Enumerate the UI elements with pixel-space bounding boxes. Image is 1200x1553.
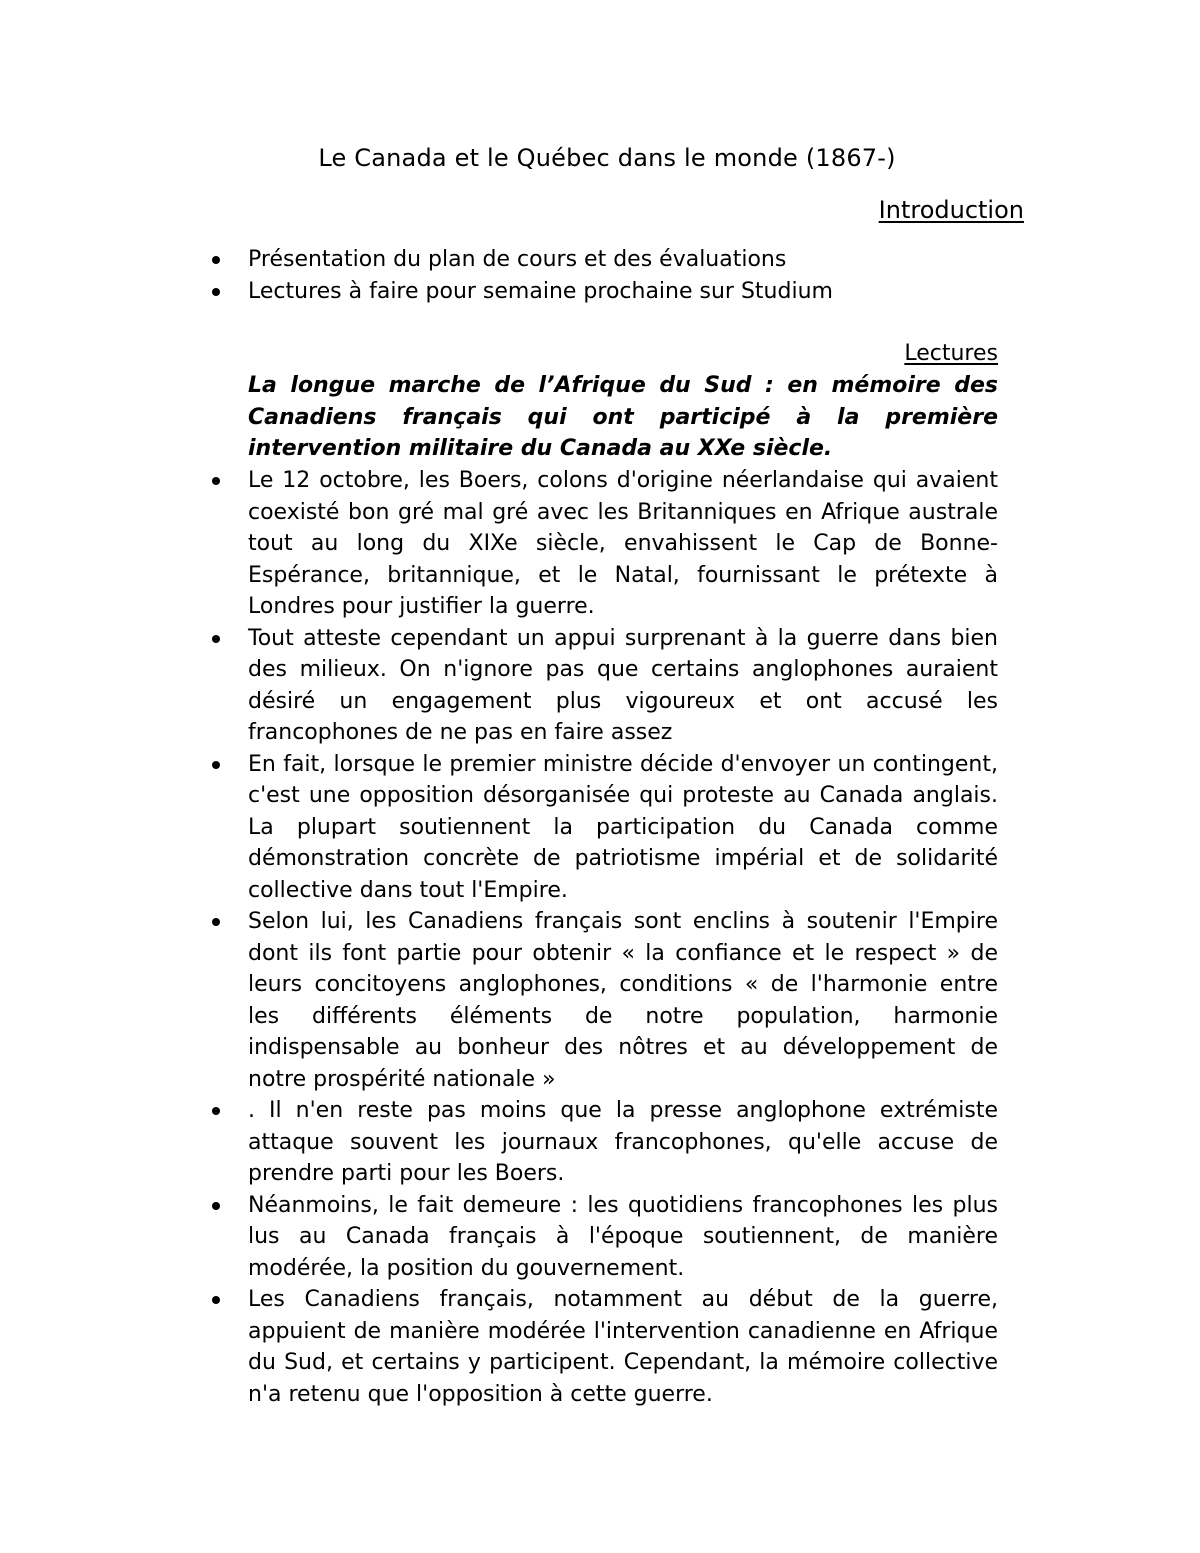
- list-item-text: Le 12 octobre, les Boers, colons d'origine néerlandaise qui avaient coexisté bon gré mal gré avec les Britanniques en Afrique australe tout au long du XIXe siècle, envahissent le Cap de Bonne-Espérance, britannique, et le Natal, fournissant le prétexte à Londres pour justifier la guerre.: [248, 468, 998, 619]
- list-item-text: En fait, lorsque le premier ministre décide d'envoyer un contingent, c'est une opposition désorganisée qui proteste au Canada anglais. La plupart soutiennent la participation du Canada comme démonstration concrète de patriotisme impérial et de solidarité collective dans tout l'Empire.: [248, 751, 998, 903]
- list-item: [210, 1284, 998, 1410]
- lectures-heading: Lectures: [904, 341, 998, 366]
- list-item-text: Les Canadiens français, notamment au début de la guerre, appuient de manière modérée l'intervention canadienne en Afrique du Sud, et certains y participent. Cependant, la mémoire collective n'a retenu que l'opposition à cette guerre.: [248, 1287, 998, 1407]
- bullet-icon: [212, 1202, 220, 1210]
- bullet-icon: [212, 761, 220, 769]
- list-item: [210, 244, 1000, 276]
- bullet-icon: [212, 477, 220, 485]
- page-title: Le Canada et le Québec dans le monde (1867-): [318, 144, 896, 172]
- reading-title: La longue marche de l’Afrique du Sud : en mémoire des Canadiens français qui ont participé à la première intervention militaire du Canada au XXe siècle.: [248, 373, 998, 461]
- list-item-text: Présentation du plan de cours et des évaluations: [248, 247, 787, 272]
- list-item-text: Selon lui, les Canadiens français sont enclins à soutenir l'Empire dont ils font partie pour obtenir « la confiance et le respect » de leurs concitoyens anglophones, conditions « de l'harmonie entre les différents éléments de notre population, harmonie indispensable au bonheur des nôtres et au développement de notre prospérité nationale »: [248, 909, 998, 1092]
- list-item-text: Néanmoins, le fait demeure : les quotidiens francophones les plus lus au Canada français à l'époque soutiennent, de manière modérée, la position du gouvernement.: [248, 1192, 998, 1281]
- list-item: [210, 465, 998, 623]
- bullet-icon: [212, 635, 220, 643]
- list-item: [210, 623, 998, 749]
- reading-notes-list: [210, 465, 998, 1410]
- introduction-list: [210, 244, 1000, 307]
- list-item-text: . Il n'en reste pas moins que la presse anglophone extrémiste attaque souvent les journaux francophones, qu'elle accuse de prendre parti pour les Boers.: [248, 1098, 998, 1186]
- introduction-heading: Introduction: [878, 196, 1024, 224]
- bullet-icon: [212, 918, 220, 926]
- list-item-text: Tout atteste cependant un appui surprenant à la guerre dans bien des milieux. On n'ignore pas que certains anglophones auraient désiré un engagement plus vigoureux et ont accusé les francophones de ne pas en faire assez: [248, 625, 998, 745]
- list-item: [210, 749, 998, 907]
- list-item: [210, 906, 998, 1095]
- bullet-icon: [212, 1296, 220, 1304]
- bullet-icon: [212, 256, 220, 264]
- list-item: [210, 276, 1000, 308]
- list-item: [210, 1190, 998, 1285]
- bullet-icon: [212, 288, 220, 296]
- list-item-text: Lectures à faire pour semaine prochaine sur Studium: [248, 278, 833, 304]
- list-item: [210, 1095, 998, 1190]
- bullet-icon: [212, 1107, 220, 1115]
